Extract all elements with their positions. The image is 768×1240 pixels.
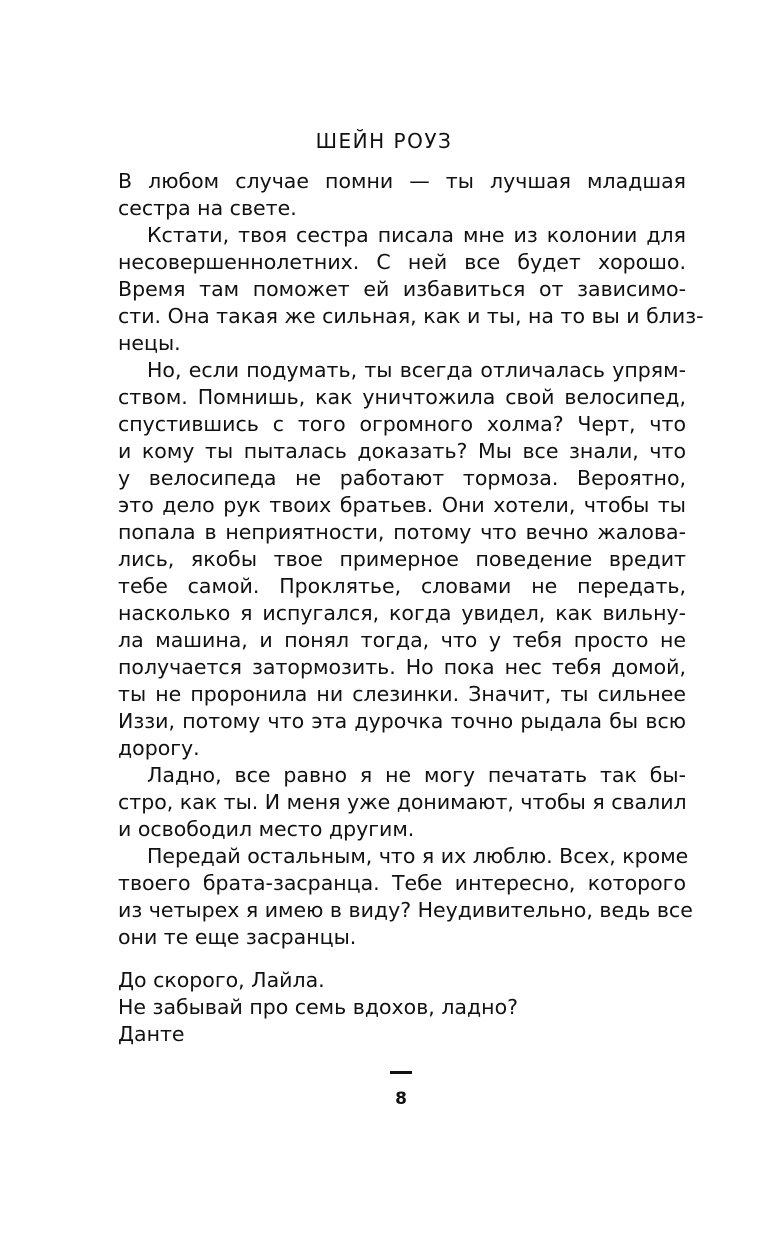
signoff bbox=[118, 967, 686, 1048]
text-line: В любом случае помни — ты лучшая младшая bbox=[118, 169, 686, 193]
text-line: тебе самой. Проклятье, словами не передать, bbox=[118, 574, 686, 598]
paragraph-gap bbox=[118, 951, 686, 967]
text-line: Передай остальным, что я их люблю. Всех, кроме bbox=[147, 844, 689, 868]
text-line: и освободил место другим. bbox=[118, 817, 415, 841]
text-line: из четырех я имею в виду? Неудивительно, ведь все bbox=[118, 898, 693, 922]
text-line: сестра на свете. bbox=[118, 196, 297, 220]
text-line: сти. Она такая же сильная, как и ты, на то вы и близ- bbox=[118, 304, 704, 328]
signoff-line: Не забывай про семь вдохов, ладно? bbox=[118, 995, 518, 1019]
text-line: ством. Помнишь, как уничтожила свой велосипед, bbox=[118, 385, 686, 409]
paragraph bbox=[118, 222, 704, 357]
text-line: ты не проронила ни слезинки. Значит, ты сильнее bbox=[118, 682, 686, 706]
signature: Данте bbox=[118, 1022, 185, 1046]
paragraph bbox=[118, 843, 693, 951]
text-line: получается затормозить. Но пока нес тебя домой, bbox=[118, 655, 686, 679]
text-line: Кстати, твоя сестра писала мне из колонии для bbox=[147, 223, 686, 247]
text-line: твоего брата-засранца. Тебе интересно, которого bbox=[118, 871, 686, 895]
text-line: стро, как ты. И меня уже донимают, чтобы я свалил bbox=[118, 790, 687, 814]
text-line: лись, якобы твое примерное поведение вредит bbox=[118, 547, 686, 571]
text-line: Иззи, потому что эта дурочка точно рыдала бы всю bbox=[118, 709, 686, 733]
signoff-line: До скорого, Лайла. bbox=[118, 968, 325, 992]
letter-body bbox=[118, 168, 704, 1048]
text-line: ла машина, и понял тогда, что у тебя просто не bbox=[118, 628, 686, 652]
paragraph bbox=[118, 357, 686, 762]
text-line: насколько я испугался, когда увидел, как вильну- bbox=[118, 601, 686, 625]
paragraph bbox=[118, 168, 686, 222]
text-line: дорогу. bbox=[118, 736, 200, 760]
folio-dash bbox=[390, 1071, 412, 1074]
text-line: Время там поможет ей избавиться от зависимо- bbox=[118, 277, 686, 301]
text-line: они те еще засранцы. bbox=[118, 925, 357, 949]
running-head: ШЕЙН РОУЗ bbox=[315, 129, 453, 153]
text-line: это дело рук твоих братьев. Они хотели, чтобы ты bbox=[118, 493, 686, 517]
page-number: 8 bbox=[395, 1089, 407, 1109]
text-line: Ладно, все равно я не могу печатать так бы- bbox=[147, 763, 686, 787]
paragraph bbox=[118, 762, 686, 843]
text-line: попала в неприятности, потому что вечно жалова- bbox=[118, 520, 686, 544]
text-line: нецы. bbox=[118, 331, 181, 355]
text-line: и кому ты пыталась доказать? Мы все знали, что bbox=[118, 439, 686, 463]
text-line: Но, если подумать, ты всегда отличалась упрям- bbox=[147, 358, 686, 382]
text-line: спустившись с того огромного холма? Черт, что bbox=[118, 412, 686, 436]
text-line: несовершеннолетних. С ней все будет хорошо. bbox=[118, 250, 686, 274]
text-line: у велосипеда не работают тормоза. Вероятно, bbox=[118, 466, 686, 490]
